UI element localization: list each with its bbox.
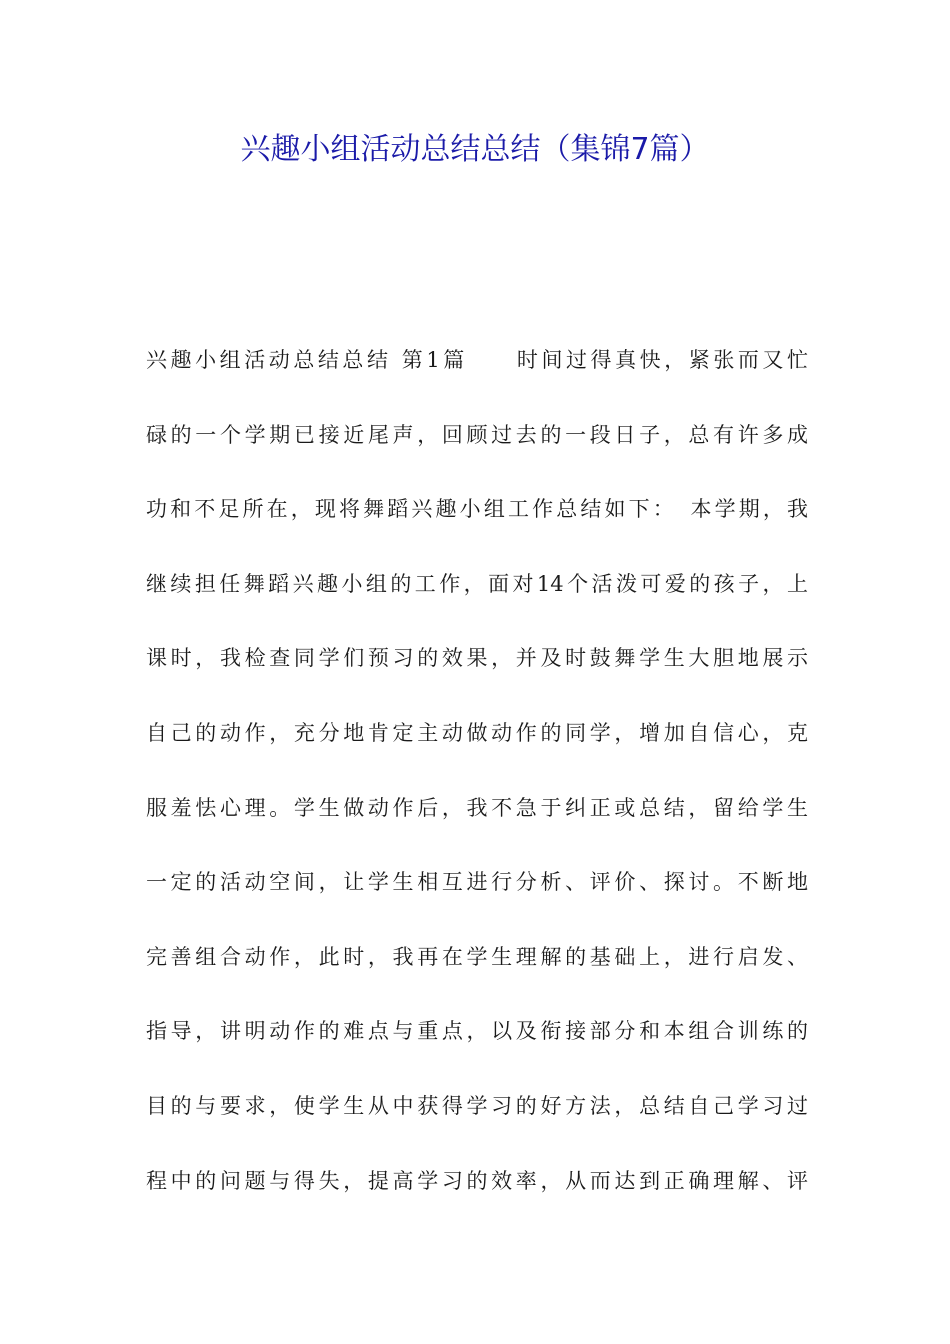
body-line: 继续担任舞蹈兴趣小组的工作，面对14个活泼可爱的孩子，上 <box>146 571 808 596</box>
body-line: 指导，讲明动作的难点与重点，以及衔接部分和本组合训练的 <box>146 1019 808 1044</box>
body-line: 完善组合动作，此时，我再在学生理解的基础上，进行启发、 <box>146 944 808 969</box>
document-body <box>146 338 808 1233</box>
body-line: 功和不足所在，现将舞蹈兴趣小组工作总结如下： 本学期，我 <box>146 497 808 522</box>
body-line: 一定的活动空间，让学生相互进行分析、评价、探讨。不断地 <box>146 870 808 895</box>
body-line: 程中的问题与得失，提高学习的效率，从而达到正确理解、评 <box>146 1168 808 1193</box>
body-line: 兴趣小组活动总结总结 第1篇 时间过得真快，紧张而又忙 <box>146 348 808 372</box>
body-line: 目的与要求，使学生从中获得学习的好方法，总结自己学习过 <box>146 1093 808 1118</box>
body-line: 课时，我检查同学们预习的效果，并及时鼓舞学生大胆地展示 <box>146 646 808 671</box>
document-title: 兴趣小组活动总结总结（集锦7篇） <box>240 132 710 167</box>
body-line: 自己的动作，充分地肯定主动做动作的同学，增加自信心，克 <box>146 720 808 745</box>
body-line: 碌的一个学期已接近尾声，回顾过去的一段日子，总有许多成 <box>146 422 808 447</box>
body-line: 服羞怯心理。学生做动作后，我不急于纠正或总结，留给学生 <box>146 795 808 820</box>
